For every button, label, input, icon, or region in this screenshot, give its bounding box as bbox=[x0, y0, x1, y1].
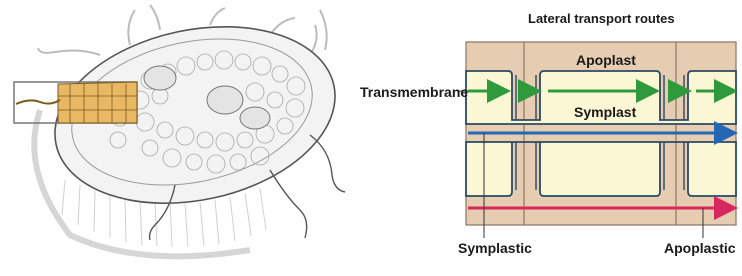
diagram-title: Lateral transport routes bbox=[528, 11, 675, 26]
apoplast-label: Apoplast bbox=[576, 52, 636, 68]
symplast-label: Symplast bbox=[574, 104, 637, 120]
symplastic-label: Symplastic bbox=[458, 240, 532, 256]
transmembrane-label: Transmembrane bbox=[360, 84, 469, 100]
apoplastic-label: Apoplastic bbox=[664, 240, 736, 256]
